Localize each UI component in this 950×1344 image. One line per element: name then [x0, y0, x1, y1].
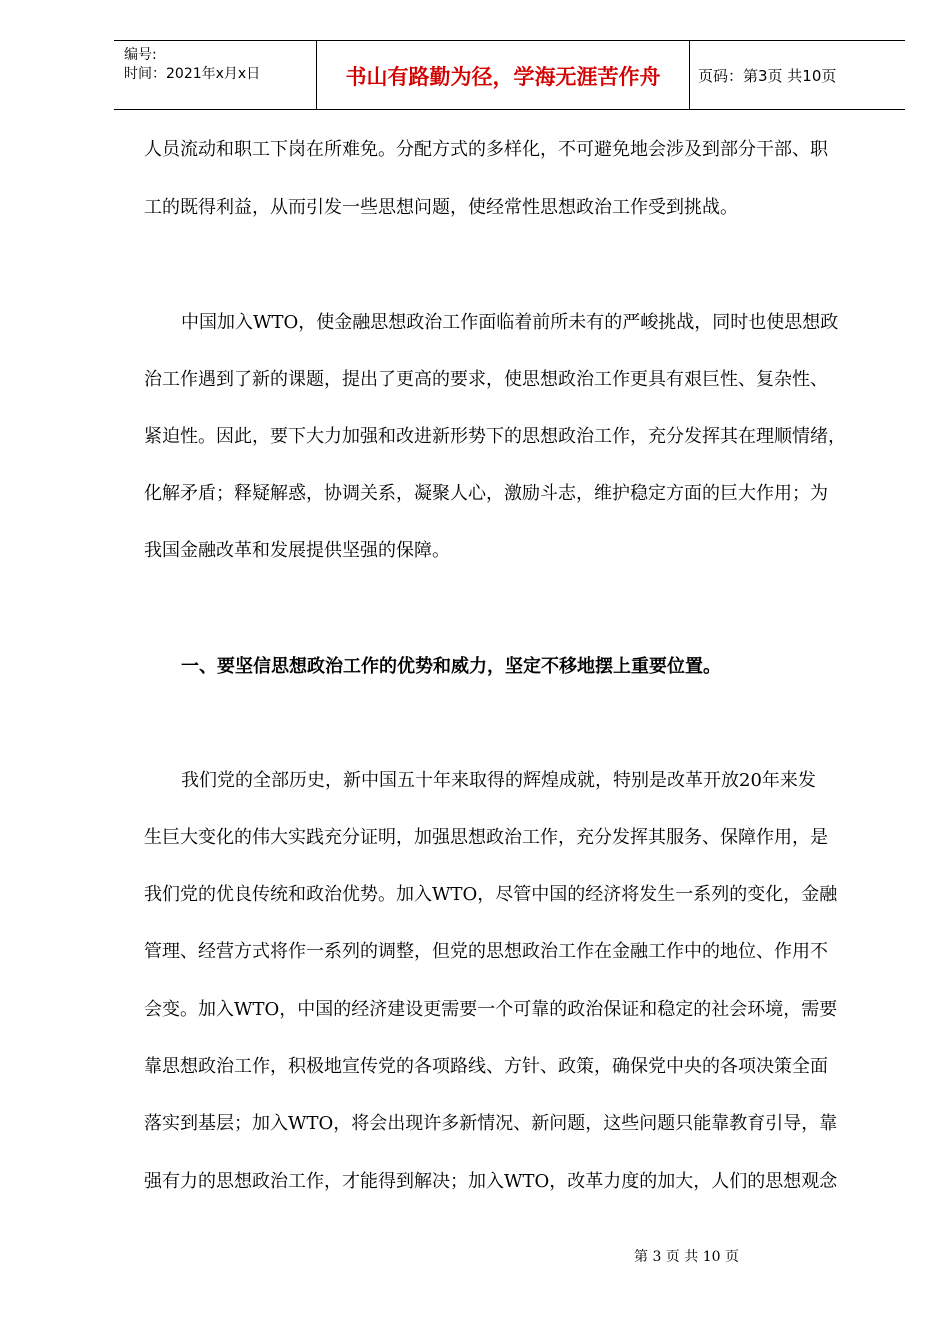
- paragraph-line: 治工作遇到了新的课题，提出了更高的要求，使思想政治工作更具有艰巨性、复杂性、: [144, 369, 828, 390]
- paragraph-line: 会变。加入WTO，中国的经济建设更需要一个可靠的政治保证和稳定的社会环境，需要: [144, 999, 838, 1020]
- paragraph-line: 靠思想政治工作，积极地宣传党的各项路线、方针、政策，确保党中央的各项决策全面: [144, 1056, 828, 1077]
- section-heading: 一、要坚信思想政治工作的优势和威力，坚定不移地摆上重要位置。: [181, 656, 721, 677]
- paragraph-line: 生巨大变化的伟大实践充分证明，加强思想政治工作，充分发挥其服务、保障作用，是: [144, 827, 828, 848]
- paragraph-line: 落实到基层；加入WTO，将会出现许多新情况、新问题，这些问题只能靠教育引导，靠: [144, 1113, 838, 1134]
- paragraph-line: 工的既得利益，从而引发一些思想问题，使经常性思想政治工作受到挑战。: [144, 197, 738, 218]
- paragraph-line: 管理、经营方式将作一系列的调整，但党的思想政治工作在金融工作中的地位、作用不: [144, 941, 828, 962]
- header-page-cell: [690, 41, 905, 109]
- paragraph-line: 中国加入WTO，使金融思想政治工作面临着前所未有的严峻挑战，同时也使思想政: [181, 312, 839, 333]
- doc-number-label: 编号:: [124, 47, 157, 63]
- paragraph-line: 我们党的优良传统和政治优势。加入WTO，尽管中国的经济将发生一系列的变化，金融: [144, 884, 838, 905]
- paragraph-line: 人员流动和职工下岗在所难免。分配方式的多样化，不可避免地会涉及到部分干部、职: [144, 139, 828, 160]
- header-page-info: 页码：第3页 共10页: [698, 67, 837, 85]
- paragraph-line: 强有力的思想政治工作，才能得到解决；加入WTO，改革力度的加大，人们的思想观念: [144, 1171, 838, 1192]
- header-motto-cell: [317, 41, 690, 109]
- header-motto: 书山有路勤为径，学海无涯苦作舟: [345, 65, 661, 89]
- paragraph-line: 我们党的全部历史，新中国五十年来取得的辉煌成就，特别是改革开放20年来发: [181, 770, 816, 791]
- paragraph-line: 我国金融改革和发展提供坚强的保障。: [144, 540, 450, 561]
- document-header: [114, 40, 905, 110]
- paragraph-line: 化解矛盾；释疑解惑，协调关系，凝聚人心，激励斗志，维护稳定方面的巨大作用；为: [144, 483, 828, 504]
- paragraph-line: 紧迫性。因此，要下大力加强和改进新形势下的思想政治工作，充分发挥其在理顺情绪，: [144, 426, 846, 447]
- doc-time-label: 时间：2021年x月x日: [124, 66, 261, 82]
- page-footer: 第 3 页 共 10 页: [634, 1249, 739, 1265]
- header-meta-cell: [114, 41, 317, 109]
